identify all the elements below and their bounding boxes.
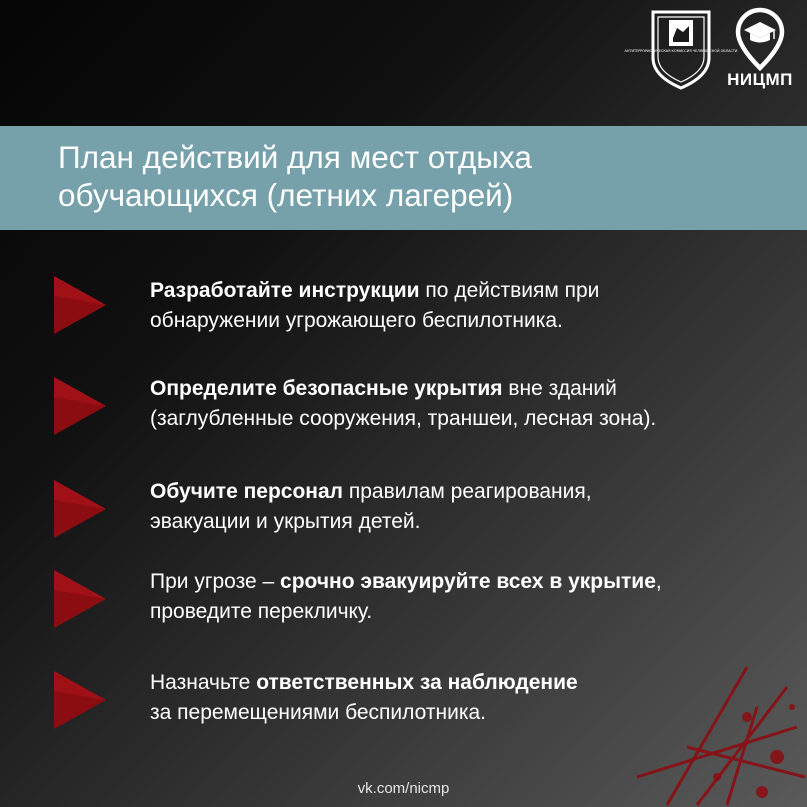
list-item [0, 374, 807, 454]
list-item-text [150, 374, 790, 434]
list-item-text [150, 477, 790, 537]
item-bold: срочно эвакуируйте всех в укрытие [280, 570, 656, 593]
item-bold: ответственных за наблюдение [256, 671, 578, 694]
shield-text-line1: АНТИТЕРРОРИСТИЧЕСКАЯ КОМИССИЯ ЧЕЛЯБИНСКОЙ ОБЛАСТИ [624, 49, 738, 53]
item-bold: Обучите персонал [150, 480, 344, 503]
antiterror-commission-shield-icon [624, 6, 738, 95]
item-bold: Определите безопасные укрытия [150, 377, 503, 400]
list-item-text [150, 567, 790, 627]
nicmp-logo [721, 6, 799, 90]
item-line2: (заглубленные сооружения, траншеи, лесная зона). [150, 407, 657, 430]
play-arrow-icon [54, 276, 106, 334]
item-line1-rest: , [655, 570, 662, 593]
graduation-cap-pin-icon [730, 6, 790, 72]
list-item [0, 276, 807, 356]
item-line1-rest: правилам реагирования, [343, 480, 592, 503]
nicmp-label: НИЦМП [727, 70, 793, 89]
play-arrow-icon [54, 570, 106, 628]
item-line1-rest: вне зданий [502, 377, 617, 400]
play-arrow-icon [54, 377, 106, 435]
header-logos [624, 6, 799, 95]
list-item [0, 477, 807, 557]
play-arrow-icon [54, 671, 106, 729]
item-line2: эвакуации и укрытия детей. [150, 510, 421, 533]
item-line1-pre: При угрозе – [150, 570, 281, 593]
item-line1-pre: Назначьте [150, 671, 257, 694]
item-line2: обнаружении угрожающего беспилотника. [150, 309, 563, 332]
item-line2: проведите перекличку. [150, 600, 373, 623]
list-item-text [150, 276, 790, 336]
item-line2: за перемещениями беспилотника. [150, 701, 486, 724]
item-line1-rest: по действиям при [419, 279, 600, 302]
item-bold: Разработайте инструкции [150, 279, 420, 302]
page-title-line2: обучающихся (летних лагерей) [58, 177, 514, 213]
page-title-line1: План действий для мест отдыха [58, 139, 532, 175]
footer-link[interactable]: vk.com/nicmp [357, 780, 450, 797]
title-banner [0, 126, 807, 230]
play-arrow-icon [54, 480, 106, 538]
page-title [58, 138, 807, 214]
